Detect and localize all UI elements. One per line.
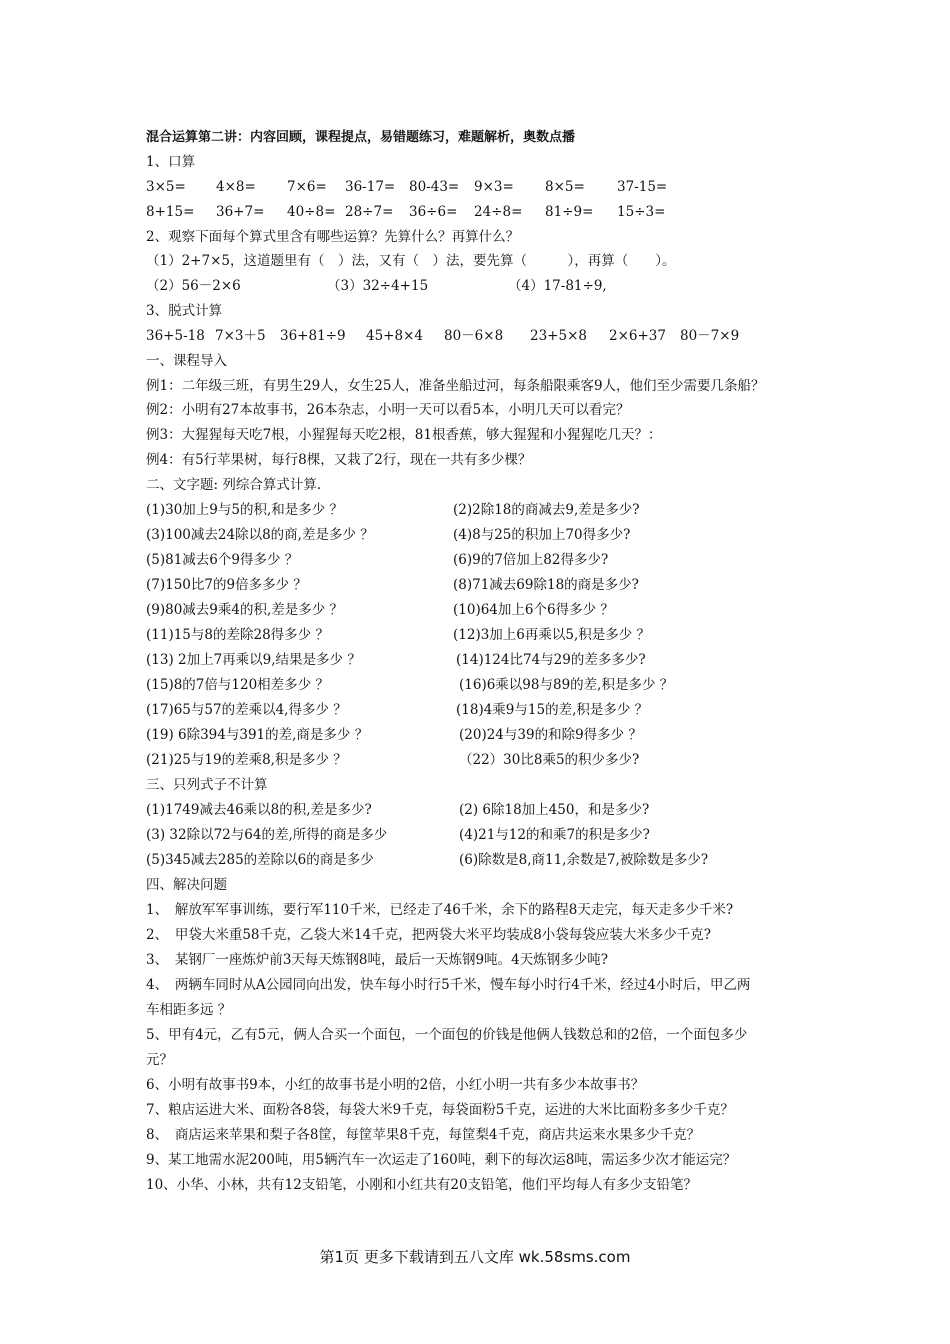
word-item-right: （22）30比8乘5的积少多少? xyxy=(459,752,640,768)
word-item-left: (21)25与19的差乘8,积是多少 ？ xyxy=(146,752,347,768)
observe-question-2: （2）56－2×6 xyxy=(146,278,241,294)
word-item-left: (15)8的7倍与120相差多少 ？ xyxy=(146,677,329,693)
word-item-right: (16)6乘以98与89的差,积是多少 ？ xyxy=(459,677,674,693)
word-item-left: (17)65与57的差乘以4,得多少 ？ xyxy=(146,702,347,718)
section-stepwise-heading: 3、脱式计算 xyxy=(146,303,223,319)
section-word-heading: 二、文字题: 列综合算式计算. xyxy=(146,477,322,493)
oral-item: 81÷9= xyxy=(545,204,594,220)
observe-question-4: （4）17-81÷9, xyxy=(508,278,607,294)
stepwise-item: 45+8×4 xyxy=(366,328,423,344)
word-item-right: (8)71减去69除18的商是多少? xyxy=(453,577,639,593)
solve-line: 5、甲有4元，乙有5元，俩人合买一个面包，一个面包的价钱是他俩人钱数总和的2倍，一个面包多少 xyxy=(146,1027,748,1043)
solve-line: 4、 两辆车同时从A公园同向出发，快车每小时行5千米，慢车每小时行4千米，经过4小时后，甲乙两 xyxy=(146,977,751,993)
list-item-left: (5)345减去285的差除以6的商是多少 xyxy=(146,852,374,868)
word-item-left: (13) 2加上7再乘以9,结果是多少 ？ xyxy=(146,652,361,668)
oral-item: 40÷8= xyxy=(287,204,336,220)
word-item-right: (6)9的7倍加上82得多少? xyxy=(453,552,609,568)
word-item-left: (11)15与8的差除28得多少 ？ xyxy=(146,627,329,643)
stepwise-item: 80－7×9 xyxy=(680,328,740,344)
stepwise-item: 36+81÷9 xyxy=(280,328,346,344)
solve-line: 8、 商店运来苹果和梨子各8筐，每筐苹果8千克，每筐梨4千克，商店共运来水果多少千克？ xyxy=(146,1127,701,1143)
oral-item: 3×5= xyxy=(146,179,186,195)
section-oral-heading: 1、口算 xyxy=(146,154,196,170)
word-item-left: (5)81减去6个9得多少 ？ xyxy=(146,552,299,568)
solve-line: 6、小明有故事书9本，小红的故事书是小明的2倍，小红小明一共有多少本故事书？ xyxy=(146,1077,645,1093)
page-footer: 第1页 更多下载请到五八文库 wk.58sms.com xyxy=(319,1248,631,1266)
oral-item: 36+7= xyxy=(216,204,265,220)
word-item-right: (4)8与25的积加上70得多少? xyxy=(453,527,631,543)
solve-line: 10、小华、小林，共有12支铅笔，小刚和小红共有20支铅笔，他们平均每人有多少支铅笔？ xyxy=(146,1177,698,1193)
oral-item: 7×6= xyxy=(287,179,327,195)
solve-line: 9、某工地需水泥200吨，用5辆汽车一次运走了160吨，剩下的每次运8吨，需运多少次才能运完？ xyxy=(146,1152,737,1168)
solve-line: 车相距多远 ？ xyxy=(146,1002,232,1018)
observe-question-3: （3）32÷4+15 xyxy=(327,278,429,294)
stepwise-item: 7×3＋5 xyxy=(215,328,266,344)
solve-line: 2、 甲袋大米重58千克，乙袋大米14千克，把两袋大米平均装成8小袋每袋应装大米多少千克? xyxy=(146,927,712,943)
section-list-heading: 三、只列式子不计算 xyxy=(146,777,268,793)
word-item-right: (10)64加上6个6得多少 ？ xyxy=(453,602,614,618)
stepwise-item: 2×6+37 xyxy=(609,328,666,344)
intro-example: 例2：小明有27本故事书，26本杂志，小明一天可以看5本，小明几天可以看完？ xyxy=(146,402,630,418)
word-item-left: (1)30加上9与5的积,和是多少 ？ xyxy=(146,502,344,518)
word-item-left: (7)150比7的9倍多多少 ？ xyxy=(146,577,307,593)
intro-example: 例1：二年级三班，有男生29人，女生25人，准备坐船过河，每条船限乘客9人，他们至少需要几条船？ xyxy=(146,378,765,394)
word-item-right: (12)3加上6再乘以5,积是多少 ？ xyxy=(453,627,651,643)
word-item-right: (2)2除18的商减去9,差是多少? xyxy=(453,502,640,518)
oral-item: 37-15= xyxy=(617,179,668,195)
section-intro-heading: 一、课程导入 xyxy=(146,353,227,369)
list-item-right: (4)21与12的和乘7的积是多少? xyxy=(459,827,650,843)
list-item-left: (1)1749减去46乘以8的积,差是多少? xyxy=(146,802,372,818)
word-item-left: (3)100减去24除以8的商,差是多少 ？ xyxy=(146,527,374,543)
list-item-right: (6)除数是8,商11,余数是7,被除数是多少? xyxy=(459,852,709,868)
word-item-right: (18)4乘9与15的差,积是多少 ？ xyxy=(456,702,649,718)
solve-line: 元？ xyxy=(146,1052,173,1068)
list-item-right: (2) 6除18加上450，和是多少? xyxy=(459,802,650,818)
stepwise-item: 80－6×8 xyxy=(444,328,504,344)
solve-line: 1、 解放军军事训练，要行军110千米，已经走了46千米，余下的路程8天走完，每天走多少千米? xyxy=(146,902,734,918)
oral-item: 9×3= xyxy=(474,179,514,195)
intro-example: 例3：大猩猩每天吃7根，小猩猩每天吃2根，81根香蕉，够大猩猩和小猩猩吃几天？： xyxy=(146,427,662,443)
section-solve-heading: 四、解决问题 xyxy=(146,877,227,893)
oral-item: 15÷3= xyxy=(617,204,666,220)
page-title: 混合运算第二讲：内容回顾，课程提点，易错题练习，难题解析，奥数点播 xyxy=(146,130,576,145)
oral-item: 4×8= xyxy=(216,179,256,195)
intro-example: 例4：有5行苹果树，每行8棵，又栽了2行，现在一共有多少棵？ xyxy=(146,452,532,468)
section-observe-heading: 2、观察下面每个算式里含有哪些运算？先算什么？再算什么？ xyxy=(146,229,520,245)
word-item-left: (9)80减去9乘4的积,差是多少 ？ xyxy=(146,602,344,618)
stepwise-item: 36+5-18 xyxy=(146,328,205,344)
solve-line: 7、粮店运进大米、面粉各8袋，每袋大米9千克，每袋面粉5千克，运进的大米比面粉多多少千克？ xyxy=(146,1102,734,1118)
oral-item: 80-43= xyxy=(409,179,460,195)
list-item-left: (3) 32除以72与64的差,所得的商是多少 xyxy=(146,827,388,843)
word-item-right: (20)24与39的和除9得多少 ？ xyxy=(459,727,642,743)
oral-item: 8+15= xyxy=(146,204,195,220)
stepwise-item: 23+5×8 xyxy=(530,328,587,344)
solve-line: 3、 某钢厂一座炼炉前3天每天炼钢8吨，最后一天炼钢9吨。4天炼钢多少吨? xyxy=(146,952,608,968)
oral-item: 24÷8= xyxy=(474,204,523,220)
oral-item: 36-17= xyxy=(345,179,396,195)
oral-item: 8×5= xyxy=(545,179,585,195)
word-item-left: (19) 6除394与391的差,商是多少 ？ xyxy=(146,727,369,743)
oral-item: 28÷7= xyxy=(345,204,394,220)
observe-question-1: （1）2+7×5，这道题里有（ ）法，又有（ ）法，要先算（ ），再算（ ）。 xyxy=(146,253,676,269)
word-item-right: (14)124比74与29的差多多少? xyxy=(456,652,646,668)
oral-item: 36÷6= xyxy=(409,204,458,220)
